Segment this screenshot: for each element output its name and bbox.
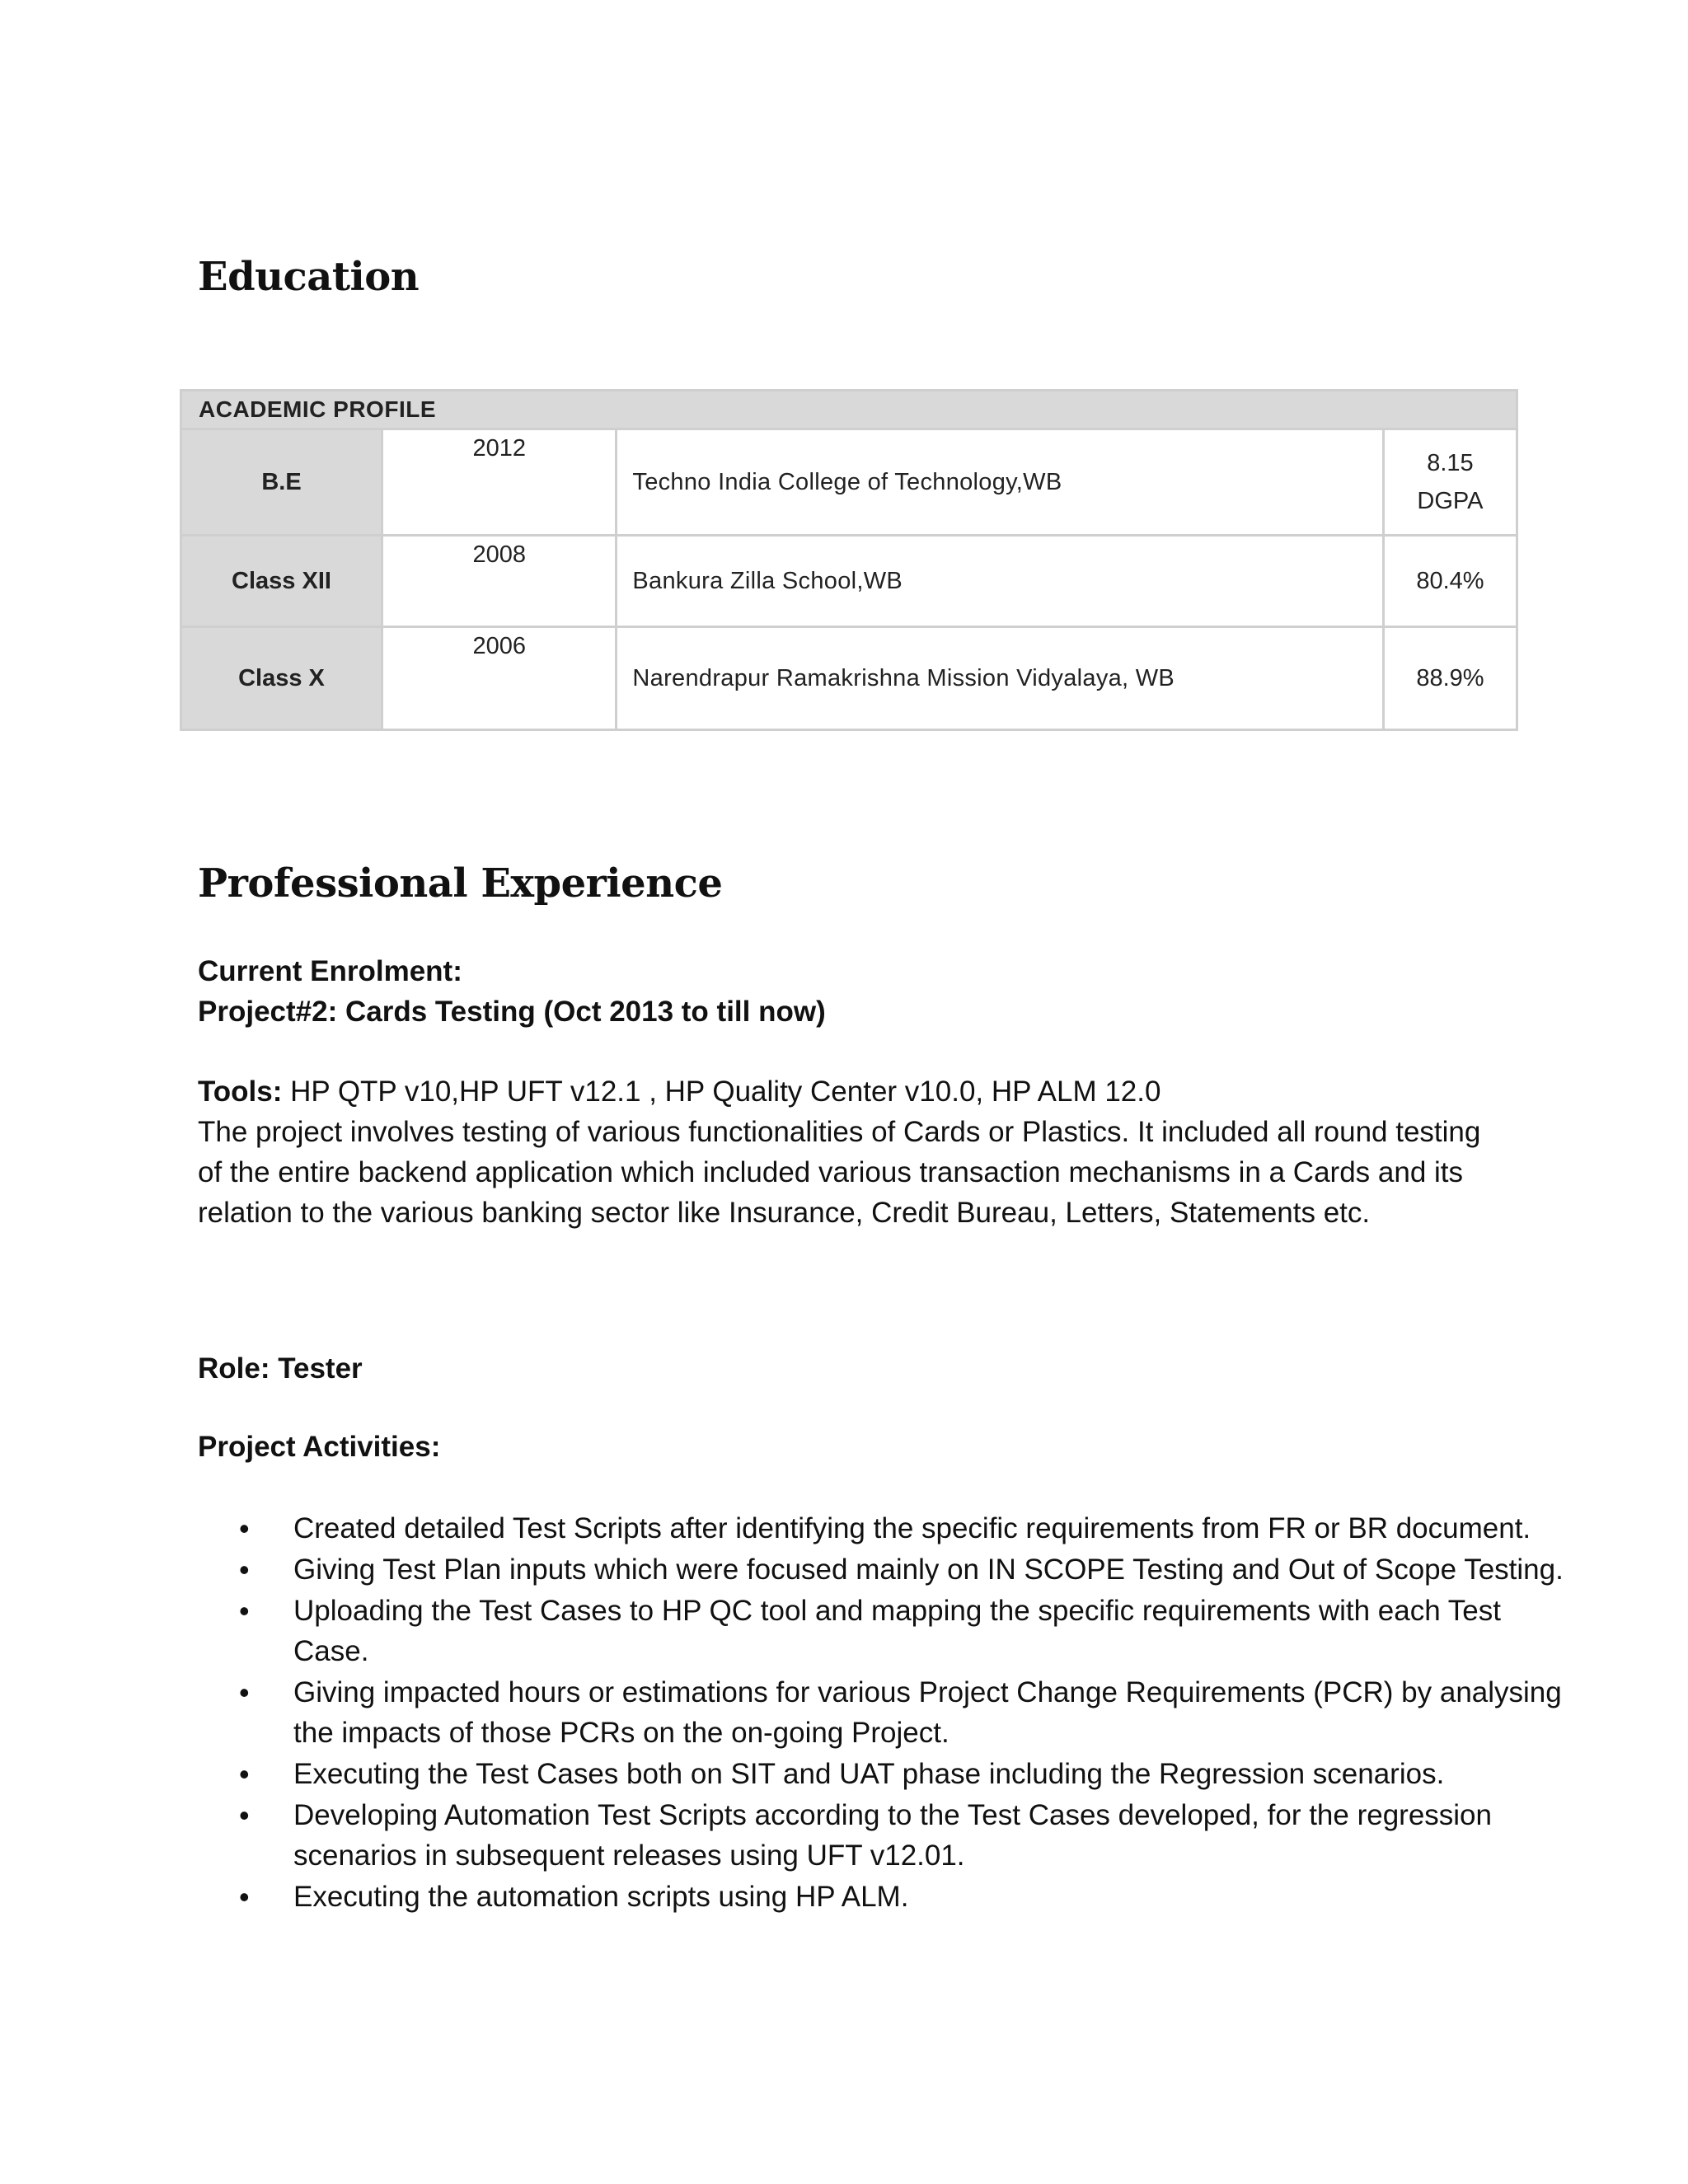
current-enrolment-label: Current Enrolment: bbox=[198, 955, 462, 987]
bullet-icon: • bbox=[239, 1594, 250, 1628]
table-row bbox=[181, 429, 1517, 536]
project-title: Project#2: Cards Testing (Oct 2013 to till now) bbox=[198, 996, 826, 1028]
academic-profile-header: ACADEMIC PROFILE bbox=[181, 391, 1517, 429]
institution-cell: Bankura Zilla School,WB bbox=[617, 536, 1384, 627]
degree-cell: Class X bbox=[181, 627, 382, 730]
tools-value: HP QTP v10,HP UFT v12.1 , HP Quality Center v10.0, HP ALM 12.0 bbox=[282, 1076, 1161, 1108]
degree-cell: B.E bbox=[181, 429, 382, 536]
education-heading: Education bbox=[198, 254, 420, 300]
activity-text: Executing the automation scripts using HP ALM. bbox=[293, 1881, 909, 1913]
tools-line bbox=[198, 1071, 1500, 1112]
score-value: 8.15 bbox=[1427, 449, 1474, 476]
table-row bbox=[181, 627, 1517, 730]
bullet-icon: • bbox=[239, 1675, 250, 1709]
experience-heading: Professional Experience bbox=[198, 860, 723, 907]
score-cell: 88.9% bbox=[1383, 627, 1517, 730]
bullet-icon: • bbox=[239, 1880, 250, 1914]
activity-text: Created detailed Test Scripts after identifying the specific requirements from FR or BR document. bbox=[293, 1512, 1531, 1544]
bullet-icon: • bbox=[239, 1511, 250, 1545]
list-item bbox=[239, 1508, 1579, 1549]
score-unit: DGPA bbox=[1417, 488, 1484, 514]
tools-label: Tools: bbox=[198, 1076, 283, 1108]
degree-cell: Class XII bbox=[181, 536, 382, 627]
activity-text: Uploading the Test Cases to HP QC tool and mapping the specific requirements with each Test Case. bbox=[293, 1595, 1501, 1667]
list-item bbox=[239, 1795, 1579, 1876]
institution-cell: Narendrapur Ramakrishna Mission Vidyalaya, WB bbox=[617, 627, 1384, 730]
role-line: Role: Tester bbox=[198, 1352, 363, 1385]
project-description: The project involves testing of various functionalities of Cards or Plastics. It included all round testing of the entire backend application which included various transaction mechanisms in a Cards and its relation to the various banking sector like Insurance, Credit Bureau, Letters, Statements etc. bbox=[198, 1116, 1481, 1229]
year-cell: 2012 bbox=[382, 429, 617, 536]
activity-text: Giving Test Plan inputs which were focused mainly on IN SCOPE Testing and Out of Scope Testing. bbox=[293, 1554, 1564, 1586]
list-item bbox=[239, 1877, 1579, 1917]
list-item bbox=[239, 1591, 1579, 1671]
year-cell: 2006 bbox=[382, 627, 617, 730]
activity-text: Giving impacted hours or estimations for various Project Change Requirements (PCR) by analysing the impacts of those PCRs on the on-going Project. bbox=[293, 1676, 1562, 1749]
list-item bbox=[239, 1754, 1579, 1794]
activity-text: Developing Automation Test Scripts according to the Test Cases developed, for the regression scenarios in subsequent releases using UFT v12.01. bbox=[293, 1799, 1492, 1872]
activity-text: Executing the Test Cases both on SIT and UAT phase including the Regression scenarios. bbox=[293, 1758, 1445, 1790]
score-cell: 80.4% bbox=[1383, 536, 1517, 627]
project-activities-label: Project Activities: bbox=[198, 1431, 441, 1463]
institution-cell: Techno India College of Technology,WB bbox=[617, 429, 1384, 536]
bullet-icon: • bbox=[239, 1553, 250, 1586]
list-item bbox=[239, 1672, 1579, 1753]
bullet-icon: • bbox=[239, 1798, 250, 1832]
project-activities-list bbox=[198, 1508, 1579, 1918]
academic-profile-table bbox=[180, 389, 1518, 731]
bullet-icon: • bbox=[239, 1757, 250, 1791]
list-item bbox=[239, 1549, 1579, 1590]
table-row bbox=[181, 536, 1517, 627]
year-cell: 2008 bbox=[382, 536, 617, 627]
score-cell bbox=[1383, 429, 1517, 536]
